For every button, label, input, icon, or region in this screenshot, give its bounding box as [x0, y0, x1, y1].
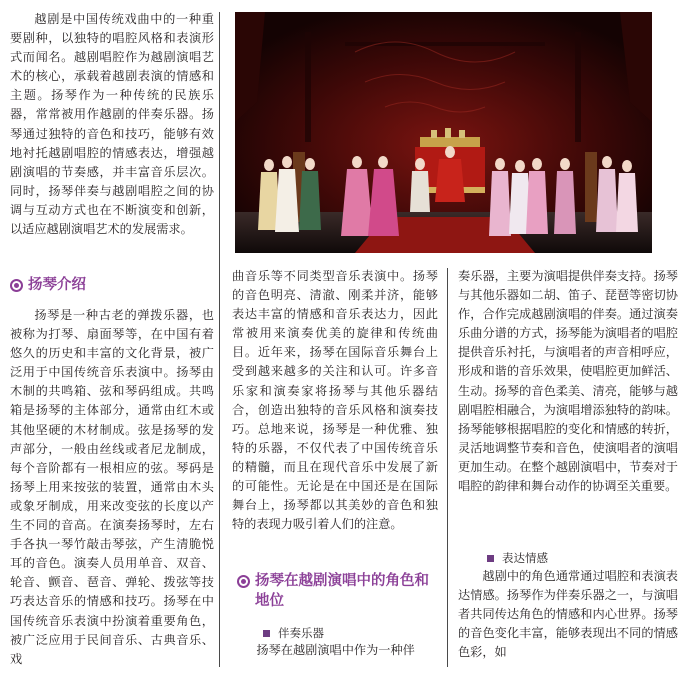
intro-paragraph: 越剧是中国传统戏曲中的一种重要剧种，以独特的唱腔风格和表演形式而闻名。越剧唱腔作为越剧演唱艺术的核心，承载着越剧表演的情感和主题。扬琴作为一种传统的民族乐器，常常被用作越剧的伴奏乐器。扬琴通过独特的音色和技巧，能够有效地衬托越剧唱腔的情感表达，增强越剧演唱的节奏感，并丰富音乐层次。同时，扬琴伴奏与越剧唱腔之间的协调与互动方式也在不断演变和创新，以适应越剧演唱艺术的发展需求。 — [10, 12, 214, 237]
section-heading-yangqin-intro — [10, 275, 214, 295]
section-heading-role-and-status — [237, 571, 441, 611]
section1-text-left — [10, 306, 214, 669]
accompaniment-text-start — [232, 641, 438, 660]
emotion-text — [458, 567, 678, 662]
emotion-paragraph: 越剧中的角色通常通过唱腔和表演表达情感。扬琴作为伴奏乐器之一，与演唱者共同传达角色的情感和内心世界。扬琴的音色变化丰富，能够表现出不同的情感色彩，如 — [458, 569, 678, 660]
section1-paragraph-part1: 扬琴是一种古老的弹拨乐器，也被称为打琴、扇面琴等，在中国有着悠久的历史和丰富的文化背景，被广泛用于中国传统音乐表演中。扬琴由木制的共鸣箱、弦和琴码组成。共鸣箱是扬琴的主体部分，通常由红木或其他坚硬的木材制成。弦是扬琴的发声部分，一般由丝线或者尼龙制成，每个音阶都有一根相应的弦。琴码是扬琴上用来按弦的装置，通常由木头或象牙制成，用来改变弦的长度以产生不同的音高。在演奏扬琴时，左右手各执一琴竹敲击琴弦，产生清脆悦耳的音色。演奏人员用单音、双音、轮音、颤音、琶音、弹轮、拨弦等技巧表达音乐的情感和技巧。扬琴在中国传统音乐表演中扮演着重要角色，被广泛应用于民间音乐、古典音乐、戏 — [10, 308, 214, 666]
accompaniment-paragraph-part2: 奏乐器，主要为演唱提供伴奏支持。扬琴与其他乐器如二胡、笛子、琵琶等密切协作，合作完成越剧演唱的伴奏。通过演奏乐曲分谱的方式，扬琴能为演唱者的唱腔提供音乐衬托，与演唱者的声音相呼应，形成和谐的音乐效果，使唱腔更加鲜活、生动。扬琴的音色柔美、清亮，能够与越剧唱腔相融合，为演唱增添独特的韵味。扬琴能够根据唱腔的变化和情感的转折，灵活地调整节奏和音色，使演唱者的演唱更加生动。在整个越剧演唱中，节奏对于唱腔的韵律和舞台动作的协调至关重要。 — [458, 269, 678, 494]
circle-bullet-icon — [10, 279, 23, 292]
stage-photo-illustration — [235, 12, 652, 253]
section-heading-text: 扬琴在越剧演唱中的角色和地位 — [255, 573, 429, 609]
yue-opera-stage-photo — [235, 12, 652, 253]
square-bullet-icon — [487, 555, 494, 562]
middle-column — [232, 267, 438, 534]
subheading-text: 伴奏乐器 — [278, 626, 324, 640]
column-divider — [219, 12, 220, 667]
subheading-expressing-emotion — [487, 551, 548, 566]
section-heading-text: 扬琴介绍 — [28, 277, 86, 293]
subheading-accompaniment — [263, 626, 324, 641]
square-bullet-icon — [263, 630, 270, 637]
accompaniment-paragraph-part1: 扬琴在越剧演唱中作为一种伴 — [256, 643, 415, 657]
circle-bullet-icon — [237, 575, 250, 588]
section1-paragraph-part2: 曲音乐等不同类型音乐表演中。扬琴的音色明亮、清澈、刚柔并济，能够表达丰富的情感和音乐表达力，因此常被用来演奏优美的旋律和传统曲目。近年来，扬琴在国际音乐舞台上受到越来越多的关注和认可。许多音乐家和演奏家将扬琴与其他乐器结合，创造出独特的音乐风格和演奏技巧。总地来说，扬琴是一种优雅、独特的乐器，不仅代表了中国传统音乐的精髓，而且在现代音乐中发展了新的可能性。无论是在中国还是在国际舞台上，扬琴都以其美妙的音色和独特的表现力吸引着人们的注意。 — [232, 269, 438, 532]
subheading-text: 表达情感 — [502, 551, 548, 565]
right-column — [458, 267, 678, 496]
column-divider — [447, 268, 448, 667]
intro-text — [10, 10, 214, 239]
